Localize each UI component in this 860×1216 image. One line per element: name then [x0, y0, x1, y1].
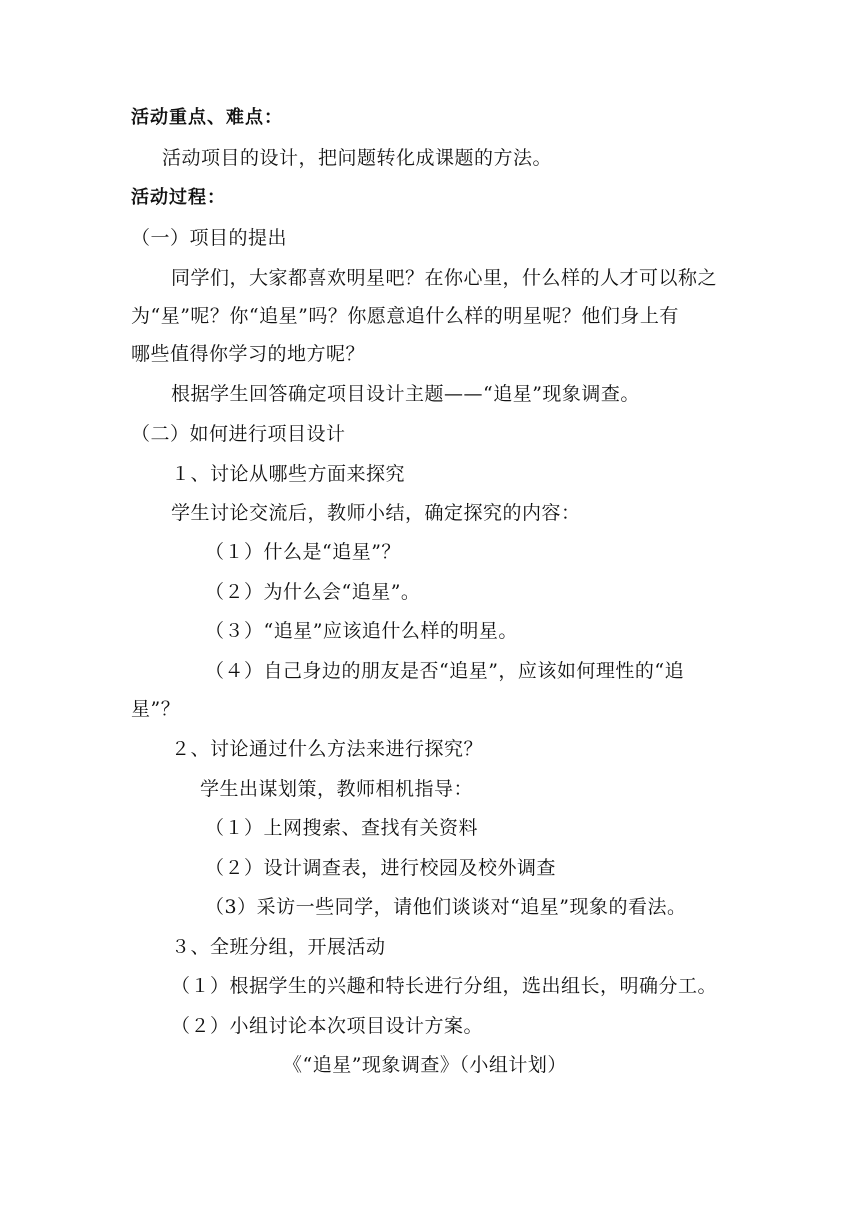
item3-sub1: （１）根据学生的兴趣和特长进行分组，选出组长，明确分工。 [171, 975, 718, 997]
item1-sub4-line2: 星”？ [131, 698, 181, 720]
key-points-text: 活动项目的设计，把问题转化成课题的方法。 [162, 147, 553, 169]
heading-process: 活动过程： [131, 187, 226, 208]
heading-key-points: 活动重点、难点： [131, 107, 283, 128]
section2-title: （二）如何进行项目设计 [131, 423, 346, 445]
item2-title: ２、讨论通过什么方法来进行探究？ [171, 738, 484, 760]
item2-sub2: （２）设计调查表，进行校园及校外调查 [205, 857, 557, 879]
section1-paragraph1-line2: 为“星”呢？你“追星”吗？你愿意追什么样的明星呢？他们身上有 [131, 305, 679, 327]
section1-paragraph2: 根据学生回答确定项目设计主题——“追星”现象调查。 [171, 383, 640, 405]
section1-title: （一）项目的提出 [131, 227, 288, 249]
item1-sub1: （１）什么是“追星”？ [205, 541, 401, 563]
item1-sub3: （３）“追星”应该追什么样的明星。 [205, 620, 518, 642]
section1-paragraph1-line1: 同学们，大家都喜欢明星吧？在你心里，什么样的人才可以称之 [171, 267, 718, 289]
item1-sub2: （２）为什么会“追星”。 [205, 581, 421, 603]
item3-title: ３、全班分组，开展活动 [171, 936, 386, 958]
item2-intro: 学生出谋划策，教师相机指导： [200, 778, 474, 800]
item1-intro: 学生讨论交流后，教师小结，确定探究的内容： [171, 502, 581, 524]
item1-sub4-line1: （４）自己身边的朋友是否“追星”，应该如何理性的“追 [205, 660, 685, 682]
item2-sub3: （3）采访一些同学，请他们谈谈对“追星”现象的看法。 [205, 896, 687, 918]
item3-sub2: （２）小组讨论本次项目设计方案。 [171, 1015, 484, 1037]
item2-sub1: （１）上网搜索、查找有关资料 [205, 817, 479, 839]
item1-title: １、讨论从哪些方面来探究 [171, 463, 406, 485]
plan-title: 《“追星”现象调查》（小组计划） [283, 1054, 567, 1076]
section1-paragraph1-line3: 哪些值得你学习的地方呢？ [131, 343, 366, 365]
